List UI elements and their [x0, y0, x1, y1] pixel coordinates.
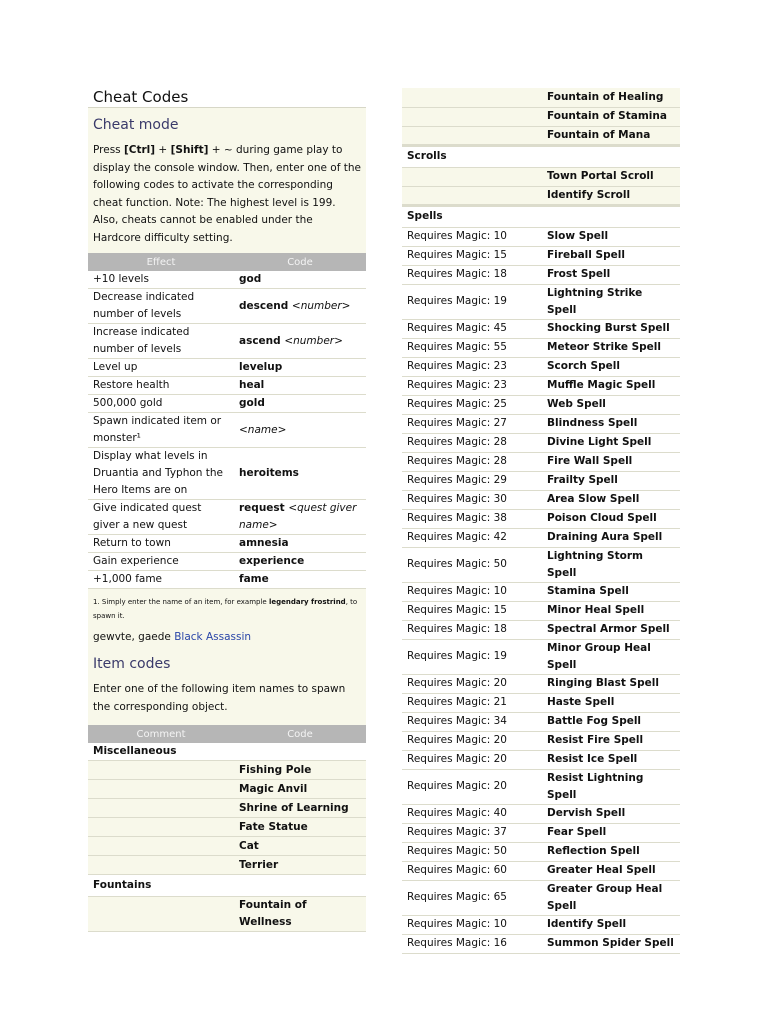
spell-name: Web Spell — [542, 395, 680, 414]
cheat-row — [88, 359, 366, 377]
cheat-effect: Gain experience — [88, 553, 234, 571]
item-row — [88, 897, 366, 932]
code-keyword: god — [239, 273, 262, 285]
spell-requirement: Requires Magic: 15 — [402, 601, 542, 620]
spell-requirement: Requires Magic: 23 — [402, 357, 542, 376]
spell-name: Frailty Spell — [542, 471, 680, 490]
spell-row — [402, 265, 680, 284]
spell-name: Frost Spell — [542, 265, 680, 284]
item-code: Magic Anvil — [234, 780, 366, 799]
spell-name: Scorch Spell — [542, 357, 680, 376]
section-row — [402, 205, 680, 227]
item-table-continued-body — [402, 88, 680, 953]
intro-text: + ~ during game play to display the console window. Then, enter one of the following codes to activate the corresponding cheat function. Note: The highest level is 199. Also, cheats cannot be enabled under the Hardcore difficulty setting. — [93, 144, 361, 244]
cheat-mode-intro — [88, 138, 366, 253]
item-code: Shrine of Learning — [234, 799, 366, 818]
code-keyword: gold — [239, 397, 265, 409]
item-row — [402, 167, 680, 186]
spell-row — [402, 823, 680, 842]
spell-row — [402, 528, 680, 547]
spell-requirement: Requires Magic: 10 — [402, 227, 542, 246]
spell-name: Fire Wall Spell — [542, 452, 680, 471]
spell-requirement: Requires Magic: 18 — [402, 265, 542, 284]
item-table — [88, 725, 366, 932]
spell-row — [402, 639, 680, 674]
spell-row — [402, 934, 680, 953]
effect-header: Effect — [88, 253, 234, 271]
section-label: Fountains — [88, 875, 366, 897]
cheat-code — [234, 413, 366, 448]
item-comment — [402, 88, 542, 107]
spell-row — [402, 338, 680, 357]
spell-name: Lightning Strike Spell — [542, 284, 680, 319]
item-comment — [88, 837, 234, 856]
spell-requirement: Requires Magic: 40 — [402, 804, 542, 823]
spell-row — [402, 284, 680, 319]
spell-requirement: Requires Magic: 10 — [402, 582, 542, 601]
cheat-code — [234, 553, 366, 571]
cheat-effect: Level up — [88, 359, 234, 377]
cheat-effect: +1,000 fame — [88, 571, 234, 589]
spell-requirement: Requires Magic: 19 — [402, 639, 542, 674]
spell-row — [402, 880, 680, 915]
item-row — [88, 780, 366, 799]
cheat-code — [234, 448, 366, 500]
spell-name: Area Slow Spell — [542, 490, 680, 509]
cheat-row — [88, 271, 366, 289]
cheat-code — [234, 271, 366, 289]
cheat-code — [234, 395, 366, 413]
spell-requirement: Requires Magic: 29 — [402, 471, 542, 490]
item-code: Fountain of Mana — [542, 126, 680, 145]
item-comment — [88, 897, 234, 932]
spell-row — [402, 582, 680, 601]
code-keyword: levelup — [239, 361, 283, 373]
item-table-body — [88, 743, 366, 932]
spell-name: Dervish Spell — [542, 804, 680, 823]
spell-requirement: Requires Magic: 65 — [402, 880, 542, 915]
spell-requirement: Requires Magic: 45 — [402, 319, 542, 338]
spell-name: Identify Spell — [542, 915, 680, 934]
code-header: Code — [234, 725, 366, 743]
cheat-effect: 500,000 gold — [88, 395, 234, 413]
item-code: Fountain of Stamina — [542, 107, 680, 126]
cheat-row — [88, 395, 366, 413]
cheat-effect: Decrease indicated number of levels — [88, 289, 234, 324]
section-label: Miscellaneous — [88, 743, 366, 761]
spell-row — [402, 319, 680, 338]
spell-requirement: Requires Magic: 42 — [402, 528, 542, 547]
cheat-table-body — [88, 271, 366, 589]
spell-name: Ringing Blast Spell — [542, 674, 680, 693]
spell-requirement: Requires Magic: 28 — [402, 433, 542, 452]
spell-row — [402, 376, 680, 395]
spell-row — [402, 471, 680, 490]
item-code: Fountain of Wellness — [234, 897, 366, 932]
spell-requirement: Requires Magic: 15 — [402, 246, 542, 265]
spell-requirement: Requires Magic: 10 — [402, 915, 542, 934]
credit-link[interactable]: Black Assassin — [174, 631, 252, 643]
spell-row — [402, 620, 680, 639]
credit-line — [88, 625, 366, 645]
spell-name: Resist Fire Spell — [542, 731, 680, 750]
left-column — [88, 88, 366, 932]
section-label: Scrolls — [402, 145, 680, 167]
spell-row — [402, 414, 680, 433]
item-row — [402, 88, 680, 107]
code-argument: <number> — [284, 334, 343, 347]
code-keyword: ascend — [239, 334, 285, 347]
cheat-code — [234, 571, 366, 589]
code-keyword: heroitems — [239, 467, 299, 479]
cheat-effect: Spawn indicated item or monster¹ — [88, 413, 234, 448]
item-codes-heading: Item codes — [93, 656, 171, 672]
spell-name: Meteor Strike Spell — [542, 338, 680, 357]
item-code: Identify Scroll — [542, 186, 680, 205]
spell-name: Lightning Storm Spell — [542, 547, 680, 582]
spell-requirement: Requires Magic: 20 — [402, 674, 542, 693]
code-keyword: descend — [239, 299, 292, 312]
item-row — [88, 837, 366, 856]
spell-name: Greater Heal Spell — [542, 861, 680, 880]
spell-requirement: Requires Magic: 50 — [402, 842, 542, 861]
cheat-code — [234, 535, 366, 553]
item-comment — [88, 761, 234, 780]
spell-name: Muffle Magic Spell — [542, 376, 680, 395]
spell-name: Blindness Spell — [542, 414, 680, 433]
intro-text: Press — [93, 144, 124, 156]
cheat-effect: Display what levels in Druantia and Typhon the Hero Items are on — [88, 448, 234, 500]
item-row — [88, 856, 366, 875]
spell-requirement: Requires Magic: 20 — [402, 750, 542, 769]
spell-name: Summon Spider Spell — [542, 934, 680, 953]
cheat-table — [88, 253, 366, 589]
cheat-row — [88, 413, 366, 448]
comment-header: Comment — [88, 725, 234, 743]
credit-text: gewvte, gaede — [93, 631, 175, 643]
cheat-row — [88, 553, 366, 571]
code-keyword: heal — [239, 379, 265, 391]
cheat-effect: +10 levels — [88, 271, 234, 289]
item-table-continued — [402, 88, 680, 954]
code-argument: <number> — [291, 299, 351, 312]
spell-row — [402, 769, 680, 804]
spell-name: Minor Heal Spell — [542, 601, 680, 620]
intro-text: + — [155, 144, 171, 156]
cheat-effect: Give indicated quest giver a new quest — [88, 500, 234, 535]
footnote-text: , to spawn it. — [93, 598, 358, 620]
cheat-row — [88, 571, 366, 589]
spell-requirement: Requires Magic: 60 — [402, 861, 542, 880]
spell-row — [402, 490, 680, 509]
code-keyword: amnesia — [239, 537, 289, 549]
spell-requirement: Requires Magic: 18 — [402, 620, 542, 639]
spell-requirement: Requires Magic: 21 — [402, 693, 542, 712]
spell-row — [402, 693, 680, 712]
cheat-code — [234, 377, 366, 395]
section-row — [402, 145, 680, 167]
spell-name: Resist Lightning Spell — [542, 769, 680, 804]
spell-requirement: Requires Magic: 38 — [402, 509, 542, 528]
spell-row — [402, 452, 680, 471]
right-column — [402, 88, 680, 954]
item-comment — [88, 799, 234, 818]
item-code: Fate Statue — [234, 818, 366, 837]
spell-row — [402, 750, 680, 769]
item-row — [88, 818, 366, 837]
section-row — [88, 743, 366, 761]
section-row — [88, 875, 366, 897]
cheat-code — [234, 500, 366, 535]
code-argument: <name> — [239, 423, 287, 436]
spell-name: Shocking Burst Spell — [542, 319, 680, 338]
code-header: Code — [234, 253, 366, 271]
spell-name: Resist Ice Spell — [542, 750, 680, 769]
spell-row — [402, 395, 680, 414]
spell-row — [402, 712, 680, 731]
item-row — [88, 799, 366, 818]
spell-requirement: Requires Magic: 23 — [402, 376, 542, 395]
code-argument: <quest giver name> — [239, 502, 357, 531]
code-keyword: fame — [239, 573, 269, 585]
shift-key: [Shift] — [170, 144, 209, 156]
item-comment — [402, 126, 542, 145]
item-row — [88, 761, 366, 780]
spell-name: Fear Spell — [542, 823, 680, 842]
spell-requirement: Requires Magic: 50 — [402, 547, 542, 582]
item-code: Terrier — [234, 856, 366, 875]
item-row — [402, 126, 680, 145]
spell-name: Draining Aura Spell — [542, 528, 680, 547]
item-codes-intro: Enter one of the following item names to spawn the corresponding object. — [93, 683, 346, 713]
cheat-mode-heading: Cheat mode — [93, 117, 179, 133]
ctrl-key: [Ctrl] — [123, 144, 156, 156]
spell-requirement: Requires Magic: 27 — [402, 414, 542, 433]
spell-name: Haste Spell — [542, 693, 680, 712]
cheat-effect: Return to town — [88, 535, 234, 553]
spell-row — [402, 915, 680, 934]
item-comment — [88, 856, 234, 875]
spell-requirement: Requires Magic: 25 — [402, 395, 542, 414]
cheat-footer — [88, 589, 366, 725]
item-comment — [402, 167, 542, 186]
spell-requirement: Requires Magic: 34 — [402, 712, 542, 731]
spell-name: Greater Group Heal Spell — [542, 880, 680, 915]
spell-name: Spectral Armor Spell — [542, 620, 680, 639]
spell-row — [402, 227, 680, 246]
footnote-example: legendary frostrind — [268, 598, 346, 606]
item-comment — [88, 818, 234, 837]
spell-name: Fireball Spell — [542, 246, 680, 265]
spell-requirement: Requires Magic: 16 — [402, 934, 542, 953]
section-label: Spells — [402, 205, 680, 227]
cheat-row — [88, 324, 366, 359]
cheat-row — [88, 289, 366, 324]
cheat-row — [88, 377, 366, 395]
item-code: Town Portal Scroll — [542, 167, 680, 186]
code-keyword: experience — [239, 555, 305, 567]
spell-row — [402, 601, 680, 620]
spell-row — [402, 842, 680, 861]
spell-row — [402, 861, 680, 880]
item-comment — [402, 107, 542, 126]
spell-requirement: Requires Magic: 19 — [402, 284, 542, 319]
code-keyword: request — [239, 502, 289, 514]
item-comment — [402, 186, 542, 205]
cheat-effect: Increase indicated number of levels — [88, 324, 234, 359]
item-code: Cat — [234, 837, 366, 856]
spell-row — [402, 509, 680, 528]
item-row — [402, 107, 680, 126]
spell-name: Battle Fog Spell — [542, 712, 680, 731]
spell-requirement: Requires Magic: 30 — [402, 490, 542, 509]
spell-name: Slow Spell — [542, 227, 680, 246]
spell-row — [402, 433, 680, 452]
cheat-code — [234, 324, 366, 359]
spell-requirement: Requires Magic: 28 — [402, 452, 542, 471]
spell-name: Minor Group Heal Spell — [542, 639, 680, 674]
spell-name: Divine Light Spell — [542, 433, 680, 452]
cheat-code — [234, 289, 366, 324]
cheat-effect: Restore health — [88, 377, 234, 395]
spell-name: Reflection Spell — [542, 842, 680, 861]
item-code: Fountain of Healing — [542, 88, 680, 107]
cheat-row — [88, 535, 366, 553]
spell-name: Poison Cloud Spell — [542, 509, 680, 528]
cheat-row — [88, 500, 366, 535]
item-code: Fishing Pole — [234, 761, 366, 780]
spell-name: Stamina Spell — [542, 582, 680, 601]
cheat-code — [234, 359, 366, 377]
spell-row — [402, 731, 680, 750]
page-title: Cheat Codes — [88, 88, 366, 108]
spell-row — [402, 547, 680, 582]
item-comment — [88, 780, 234, 799]
spell-requirement: Requires Magic: 20 — [402, 731, 542, 750]
spell-row — [402, 357, 680, 376]
spell-row — [402, 246, 680, 265]
cheat-mode-section — [88, 108, 366, 253]
footnote — [88, 589, 366, 625]
footnote-text: 1. Simply enter the name of an item, for example — [93, 598, 269, 606]
spell-requirement: Requires Magic: 20 — [402, 769, 542, 804]
spell-row — [402, 804, 680, 823]
spell-requirement: Requires Magic: 55 — [402, 338, 542, 357]
item-row — [402, 186, 680, 205]
cheat-row — [88, 448, 366, 500]
spell-row — [402, 674, 680, 693]
spell-requirement: Requires Magic: 37 — [402, 823, 542, 842]
